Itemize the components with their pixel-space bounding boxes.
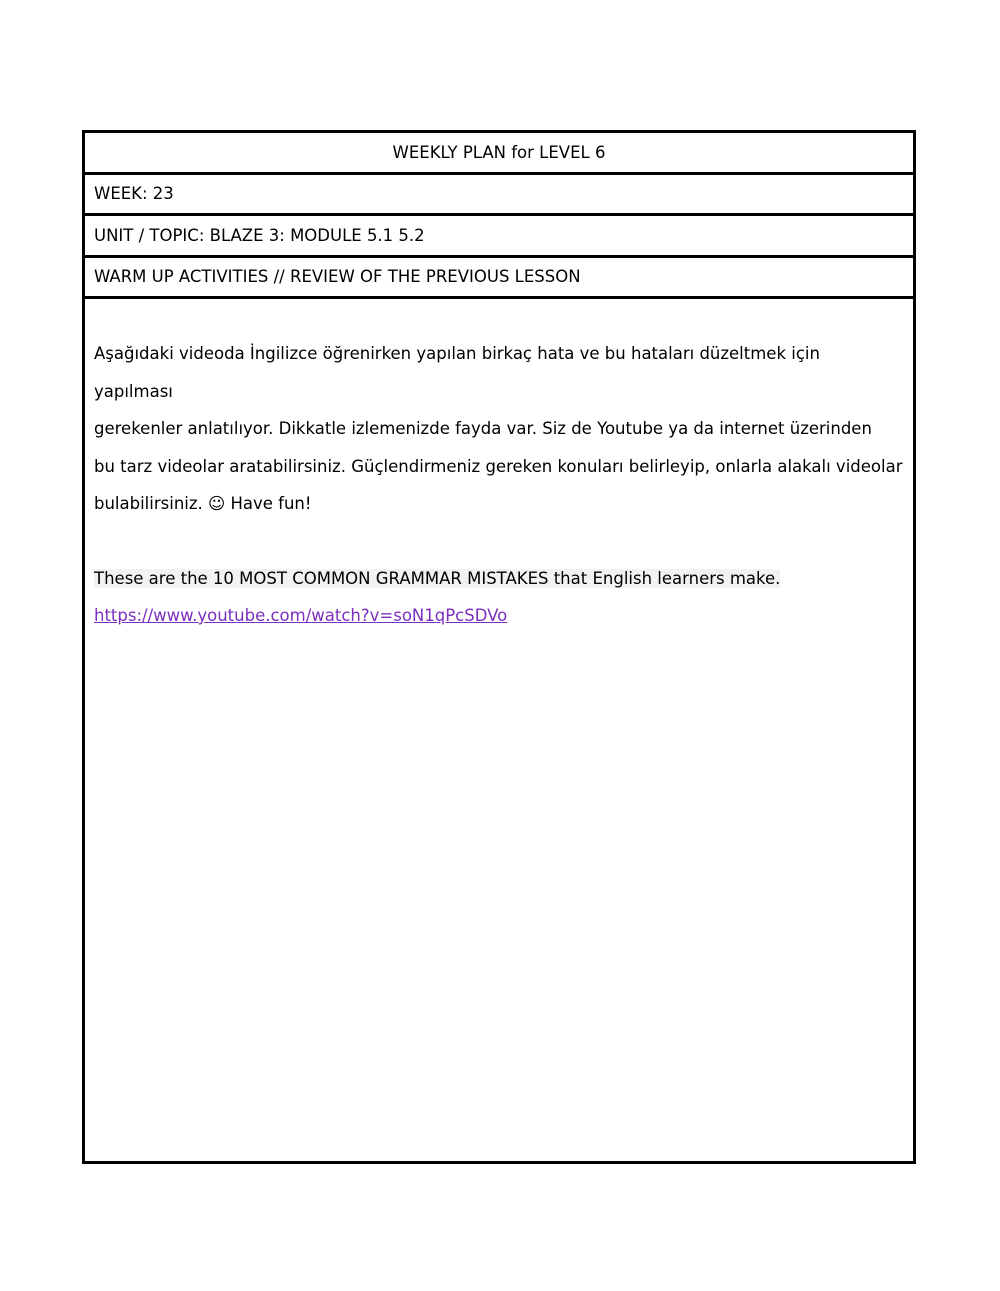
paragraph-spacer bbox=[94, 523, 904, 560]
english-intro-line bbox=[94, 560, 904, 598]
english-intro-text: These are the 10 MOST COMMON GRAMMAR MISTAKES that English learners make. bbox=[94, 568, 781, 588]
instruction-line-2: gerekenler anlatılıyor. Dikkatle izlemenizde fayda var. Siz de Youtube ya da internet üzerinden bbox=[94, 419, 872, 438]
activity-content bbox=[85, 299, 913, 635]
instruction-line-4: bulabilirsiniz. ☺ Have fun! bbox=[94, 494, 312, 513]
plan-title: WEEKLY PLAN for LEVEL 6 bbox=[85, 133, 913, 175]
unit-topic: UNIT / TOPIC: BLAZE 3: MODULE 5.1 5.2 bbox=[85, 216, 913, 258]
instruction-line-1: Aşağıdaki videoda İngilizce öğrenirken yapılan birkaç hata ve bu hataları düzeltmek için yapılması bbox=[94, 344, 820, 401]
youtube-video-link[interactable]: https://www.youtube.com/watch?v=soN1qPcSDVo bbox=[94, 606, 508, 625]
video-link-line bbox=[94, 597, 904, 635]
section-heading: WARM UP ACTIVITIES // REVIEW OF THE PREVIOUS LESSON bbox=[85, 258, 913, 300]
week-number: WEEK: 23 bbox=[85, 175, 913, 217]
instruction-line-3: bu tarz videolar aratabilirsiniz. Güçlendirmeniz gereken konuları belirleyip, onlarla alakalı videolar bbox=[94, 456, 903, 476]
weekly-plan-table bbox=[82, 130, 916, 1164]
